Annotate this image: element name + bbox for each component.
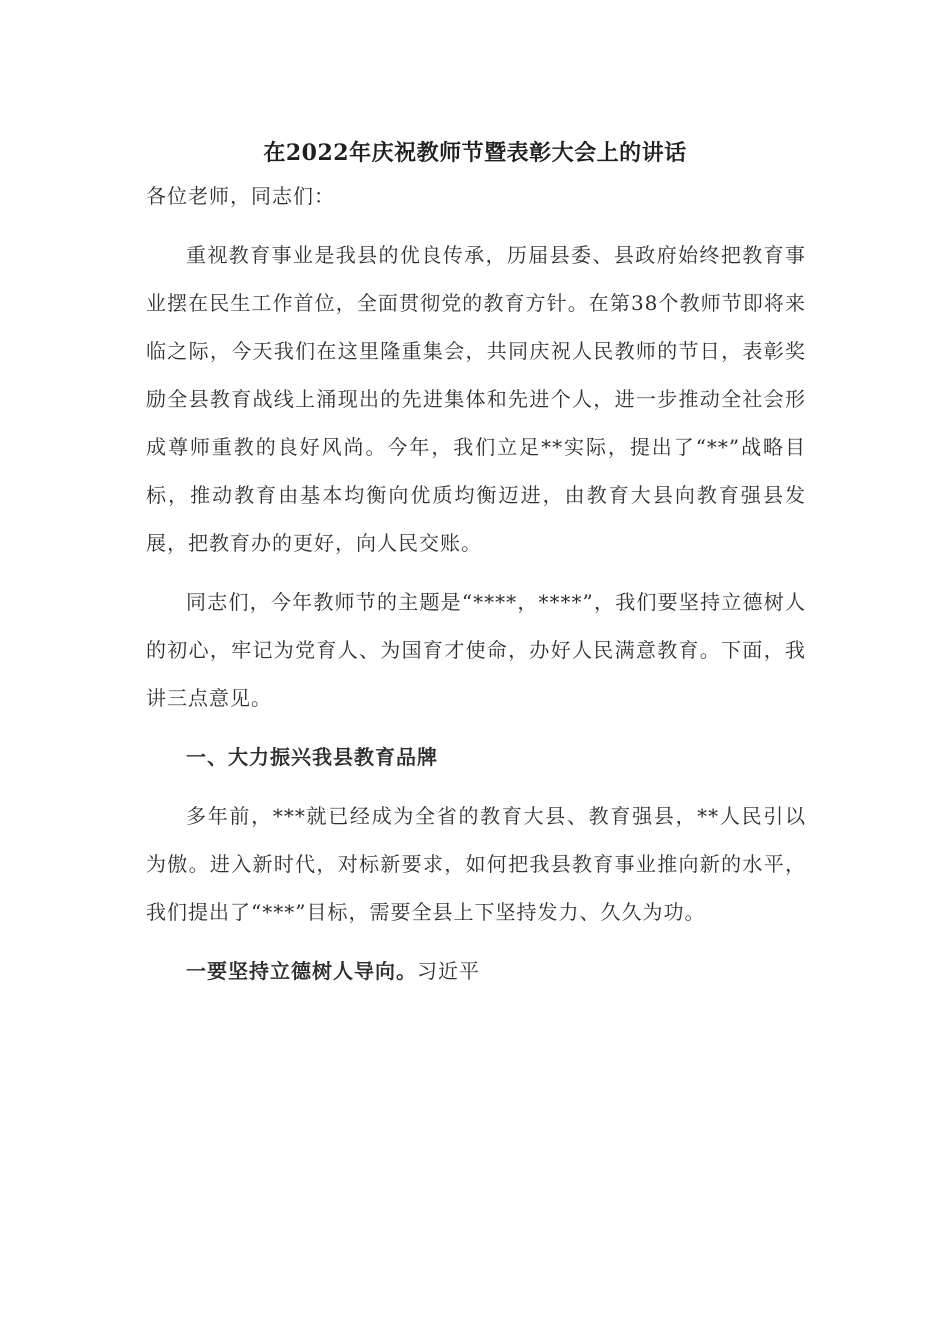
document-body: [146, 170, 806, 995]
salutation: 各位老师，同志们：: [146, 184, 335, 208]
document-title: 在2022年庆祝教师节暨表彰大会上的讲话: [263, 140, 687, 166]
paragraph-intro: 重视教育事业是我县的优良传承，历届县委、县政府始终把教育事业摆在民生工作首位，全面贯彻党的教育方针。在第38个教师节即将来临之际，今天我们在这里隆重集会，共同庆祝人民教师的节日，表彰奖励全县教育战线上涌现出的先进集体和先进个人，进一步推动全社会形成尊师重教的良好风尚。今年，我们立足**实际，提出了“**”战略目标，推动教育由基本均衡向优质均衡迈进，由教育大县向教育强县发展，把教育办的更好，向人民交账。: [146, 243, 806, 555]
point-1-text: 习近平: [417, 959, 480, 983]
section-heading-1: 一、大力振兴我县教育品牌: [186, 745, 438, 769]
paragraph-theme: 同志们，今年教师节的主题是“****，****”，我们要坚持立德树人的初心，牢记为党育人、为国育才使命，办好人民满意教育。下面，我讲三点意见。: [146, 590, 806, 710]
point-1-heading: 一要坚持立德树人导向。: [186, 959, 417, 983]
point-1: [146, 936, 806, 995]
paragraph-section-1: 多年前，***就已经成为全省的教育大县、教育强县，**人民引以为傲。进入新时代，对标新要求，如何把我县教育事业推向新的水平，我们提出了“***”目标，需要全县上下坚持发力、久久为功。: [146, 804, 806, 924]
